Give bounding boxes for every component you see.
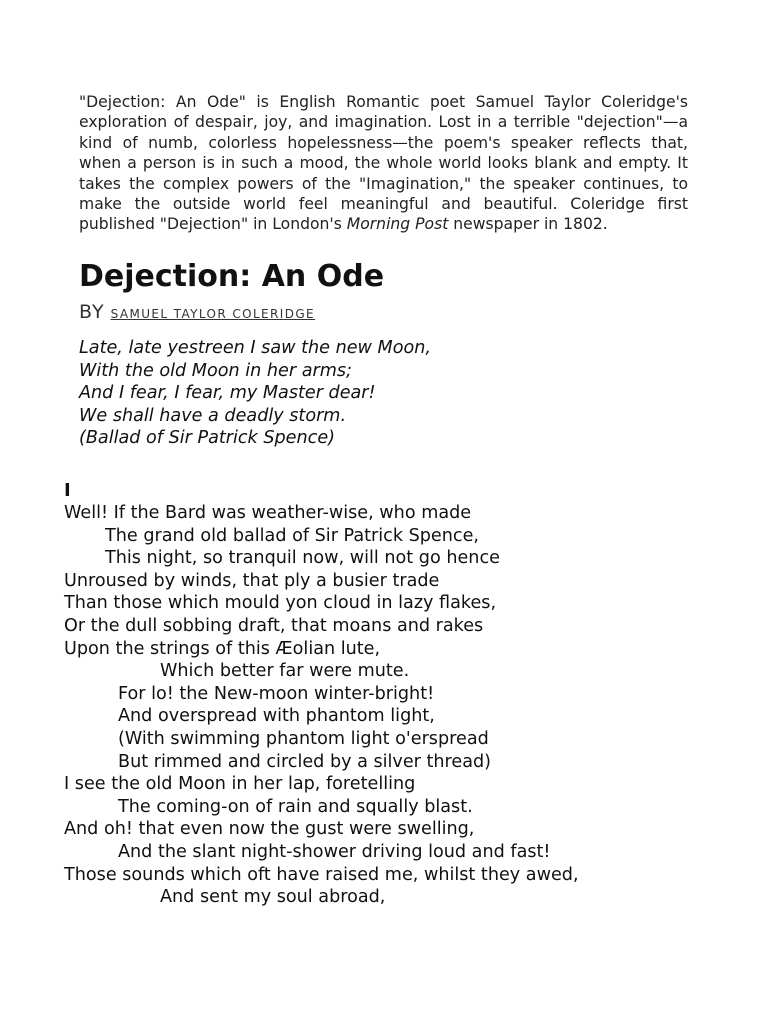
epigraph-line: We shall have a deadly storm. (79, 405, 347, 426)
poem-line: Or the dull sobbing draft, that moans and rakes (64, 615, 484, 636)
epigraph-line: Late, late yestreen I saw the new Moon, (79, 338, 431, 358)
poem-line: And overspread with phantom light, (118, 706, 435, 727)
epigraph-line: And I fear, I fear, my Master dear! (79, 383, 376, 404)
poem-line: Which better far were mute. (160, 661, 410, 682)
poem-line: This night, so tranquil now, will not go hence (105, 548, 500, 569)
author-link[interactable]: SAMUEL TAYLOR COLERIDGE (110, 307, 316, 321)
poem-line: Unroused by winds, that ply a busier trade (64, 570, 440, 591)
poem-line: Those sounds which oft have raised me, whilst they awed, (64, 864, 579, 885)
stanza-number: I (64, 480, 71, 501)
poem-line: Upon the strings of this Æolian lute, (64, 638, 381, 659)
poem-line: And sent my soul abroad, (160, 887, 386, 908)
poem-line: The grand old ballad of Sir Patrick Spence, (105, 525, 479, 546)
newspaper-name: Morning Post (346, 215, 449, 234)
poem-line: And the slant night-shower driving loud and fast! (118, 841, 551, 862)
poem-line: For lo! the New-moon winter-bright! (118, 683, 435, 704)
intro-text-end: newspaper in 1802. (448, 215, 608, 234)
poem-line: Than those which mould yon cloud in lazy flakes, (64, 593, 497, 614)
intro-text: "Dejection: An Ode" is English Romantic poet Samuel Taylor Coleridge's exploration of despair, joy, and imagination. Lost in a terrible "dejection"—a kind of numb, colorless hopelessness—the poem's speaker reflects that, when a person is in such a mood, the whole world looks blank and empty. It takes the complex powers of the "Imagination," the speaker continues, to make the outside world feel meaningful and beautiful. Coleridge first published "Dejection" in London's (79, 93, 688, 234)
byline-prefix: BY (79, 301, 105, 323)
epigraph-line: With the old Moon in her arms; (79, 360, 352, 381)
poem-line: But rimmed and circled by a silver thread) (118, 751, 492, 772)
poem-line: The coming-on of rain and squally blast. (118, 796, 473, 817)
poem-line: Well! If the Bard was weather-wise, who made (64, 503, 472, 523)
epigraph (79, 337, 431, 450)
poem-title: Dejection: An Ode (79, 259, 385, 294)
poem-line: I see the old Moon in her lap, foretelling (64, 774, 416, 795)
poem-line: (With swimming phantom light o'erspread (118, 728, 489, 749)
stanza-lines (64, 502, 579, 909)
poem-line: And oh! that even now the gust were swelling, (64, 819, 475, 840)
intro-paragraph (79, 92, 688, 235)
epigraph-line: (Ballad of Sir Patrick Spence) (79, 428, 336, 449)
byline (79, 300, 315, 326)
